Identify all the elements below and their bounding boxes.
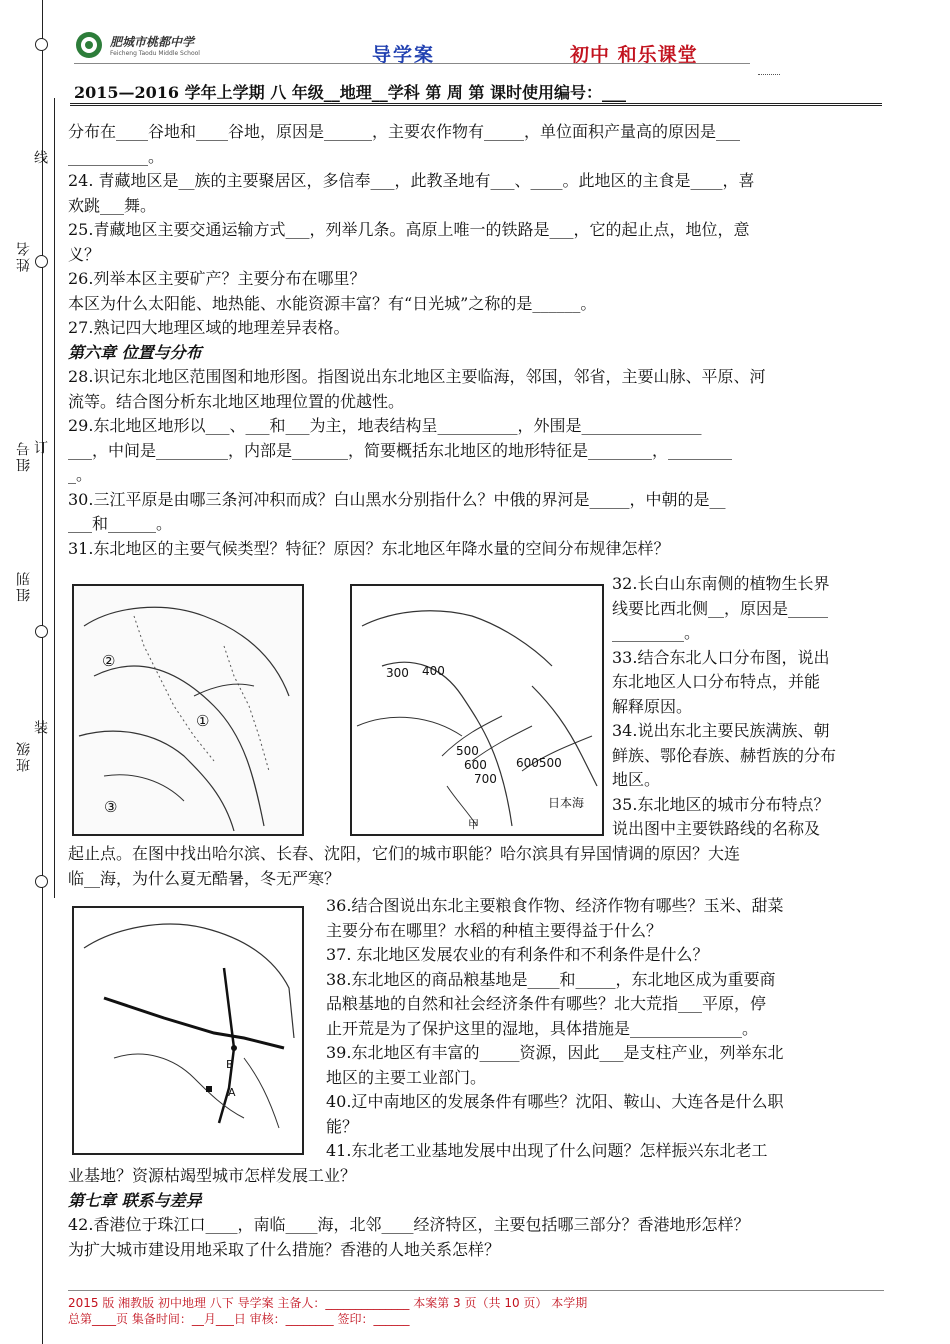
text-line: 24. 青藏地区是__族的主要聚居区，多信奉___，此教圣地有___、____。此地区的主食是____，喜 xyxy=(68,171,755,190)
text-line: 30.三江平原是由哪三条河冲积而成？白山黑水分别指什么？中俄的界河是_____，中朝的是__ xyxy=(68,489,726,509)
isoline-label: 400 xyxy=(422,664,445,678)
side-class-label: 班级 xyxy=(16,740,32,772)
text-line: 25.青藏地区主要交通运输方式___，列举几条。高原上唯一的铁路是___，它的起止点，地位，意 xyxy=(68,220,750,239)
text-line: 29.东北地区地形以___、___和___为主，地表结构呈__________，外围是_______________ xyxy=(68,416,702,435)
text-line: 欢跳___舞。 xyxy=(68,195,157,215)
text-line: __________。 xyxy=(68,146,165,166)
binding-hole xyxy=(35,875,48,888)
binding-line xyxy=(42,0,43,1344)
precipitation-map xyxy=(350,584,604,836)
header-dots xyxy=(758,74,780,75)
text-line: 40.辽中南地区的发展条件有哪些？沈阳、鞍山、大连各是什么职 xyxy=(326,1092,784,1111)
text-line: 主要分布在哪里？水稻的种植主要得益于什么？ xyxy=(326,920,663,940)
text-line: 33.结合东北人口分布图，说出 xyxy=(612,647,830,667)
text-line: _________。 xyxy=(612,623,701,642)
school-logo xyxy=(74,30,200,60)
text-line: 东北地区人口分布特点，并能 xyxy=(612,672,821,691)
section-bottom xyxy=(68,1164,888,1262)
side-name-label: 姓名 xyxy=(16,240,32,272)
header-divider xyxy=(74,63,750,64)
text-line: 31.东北地区的主要气候类型？特征？原因？东北地区年降水量的空间分布规律怎样？ xyxy=(68,538,670,558)
side-group-label: 组别 xyxy=(16,570,32,602)
text-line: _。 xyxy=(68,465,93,484)
text-line: 32.长白山东南侧的植物生长界 xyxy=(612,574,830,593)
isoline-label: 700 xyxy=(474,772,497,786)
text-line: 分布在____谷地和____谷地，原因是______，主要农作物有_____，单位面积产量高的原因是___ xyxy=(68,122,741,141)
text-line: 27.熟记四大地理区域的地理差异表格。 xyxy=(68,318,350,337)
text-line: 线要比西北侧__，原因是_____ xyxy=(612,598,829,618)
text-line: 34.说出东北主要民族满族、朝 xyxy=(612,721,830,740)
point-label: 甲 xyxy=(468,818,479,831)
text-line: 解释原因。 xyxy=(612,696,693,716)
isoline-label: 600 xyxy=(464,758,487,772)
text-line: 38.东北地区的商品粮基地是____和_____，东北地区成为重要商 xyxy=(326,969,776,989)
text-line: 26.列举本区主要矿产？主要分布在哪里？ xyxy=(68,269,366,288)
text-line: 35.东北地区的城市分布特点？ xyxy=(612,794,830,814)
side-group-number-label: 组号 xyxy=(16,440,32,472)
side-ding: 订 xyxy=(32,440,48,454)
isoline-label: 300 xyxy=(386,666,409,680)
text-line: 起止点。在图中找出哈尔滨、长春、沈阳，它们的城市职能？哈尔滨具有异国情调的原因？大连 xyxy=(68,844,741,863)
footer-line-1: 2015 版 湘教版 初中地理 八下 导学案 主备人：______________ 本案第 3 页（共 10 页） 本学期 xyxy=(68,1296,588,1310)
text-line: 41.东北老工业基地发展中出现了什么问题？怎样振兴东北老工 xyxy=(326,1141,768,1160)
terrain-map xyxy=(72,584,304,836)
doc-brand: 初中 和乐课堂 xyxy=(570,44,698,66)
section-top xyxy=(68,120,888,561)
isoline-label: 600500 xyxy=(516,756,562,770)
text-line: 36.结合图说出东北主要粮食作物、经济作物有哪些？玉米、甜菜 xyxy=(326,896,784,915)
text-line: 能？ xyxy=(326,1116,359,1136)
map-label: ① xyxy=(196,712,210,730)
binding-hole xyxy=(35,255,48,268)
text-line: 39.东北地区有丰富的_____资源，因此___是支柱产业，列举东北 xyxy=(326,1043,784,1062)
text-line: 品粮基地的自然和社会经济条件有哪些？北大荒指___平原，停 xyxy=(326,994,767,1013)
school-emblem-icon xyxy=(74,30,104,60)
chapter-6-heading: 第六章 位置与分布 xyxy=(68,342,202,362)
school-name: 肥城市桃都中学 xyxy=(110,35,195,49)
map-label: ③ xyxy=(104,798,118,816)
text-line: 鲜族、鄂伦春族、赫哲族的分布 xyxy=(612,745,837,765)
text-line: 37. 东北地区发展农业的有利条件和不利条件是什么？ xyxy=(326,945,709,964)
map-label: ② xyxy=(102,652,116,670)
text-line: 地区的主要工业部门。 xyxy=(326,1067,487,1087)
side-xian: 线 xyxy=(32,150,48,164)
isoline-label: 500 xyxy=(456,744,479,758)
footer-rule xyxy=(68,1290,884,1291)
right-column-2 xyxy=(326,894,896,1164)
map-point-label: B xyxy=(226,1058,234,1071)
doc-title: 导学案 xyxy=(372,44,436,66)
chapter-7-heading: 第七章 联系与差异 xyxy=(68,1190,202,1210)
section-mid xyxy=(68,842,888,891)
text-line: 本区为什么太阳能、地热能、水能资源丰富？有“日光城”之称的是______。 xyxy=(68,293,597,313)
binding-hole xyxy=(35,38,48,51)
binding-inner-line xyxy=(54,98,55,898)
text-line: 说出图中主要铁路线的名称及 xyxy=(612,819,821,838)
school-name-en: Feicheng Taodu Middle School xyxy=(110,50,200,57)
text-line: ___，中间是_________，内部是_______，简要概括东北地区的地形特征是________，________ xyxy=(68,440,733,460)
text-line: 42.香港位于珠江口____，南临____海，北邻____经济特区，主要包括哪三部分？香港地形怎样？ xyxy=(68,1215,750,1234)
text-line: 为扩大城市建设用地采取了什么措施？香港的人地关系怎样？ xyxy=(68,1239,501,1259)
doc-subtitle: 2015—2016 学年上学期 八 年级__地理__学科 第 周 第 课时使用编号：___ xyxy=(74,83,627,102)
text-line: 止开荒是为了保护这里的湿地，具体措施是______________。 xyxy=(326,1018,759,1038)
sea-label: 日本海 xyxy=(548,796,585,810)
footer-line-2: 总第____页 集备时间：__月___日 审核：________ 签印：______ xyxy=(68,1312,410,1326)
text-line: 临__海，为什么夏无酷暑，冬无严寒？ xyxy=(68,868,341,888)
text-line: 28.识记东北地区范围图和地形图。指图说出东北地区主要临海，邻国，邻省，主要山脉、平原、河 xyxy=(68,367,766,386)
map-point-label: A xyxy=(228,1086,236,1099)
text-line: 地区。 xyxy=(612,770,661,789)
header-rule xyxy=(70,103,882,106)
right-column-1 xyxy=(612,572,892,842)
side-zhuang: 装 xyxy=(32,720,48,734)
text-line: ___和______。 xyxy=(68,514,173,533)
text-line: 义？ xyxy=(68,244,101,264)
binding-hole xyxy=(35,625,48,638)
text-line: 业基地？资源枯竭型城市怎样发展工业？ xyxy=(68,1166,357,1185)
railway-map xyxy=(72,906,304,1155)
text-line: 流等。结合图分析东北地区地理位置的优越性。 xyxy=(68,391,405,411)
